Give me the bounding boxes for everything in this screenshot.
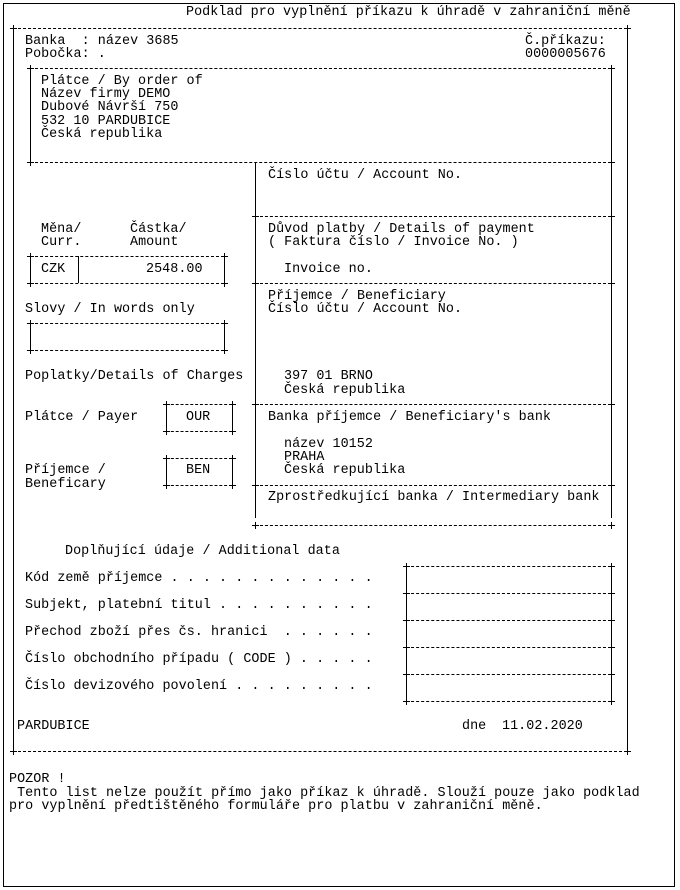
additional-data-heading: Doplňující údaje / Additional data — [65, 544, 340, 559]
corner-plus — [608, 213, 615, 220]
currency-value[interactable]: CZK — [41, 262, 66, 277]
charges-payer-label: Plátce / Payer — [25, 410, 139, 425]
account-box-bottom — [255, 216, 611, 217]
details-box-bottom — [255, 283, 611, 284]
order-number-label: Č.příkazu: — [525, 34, 606, 49]
border-line — [166, 458, 167, 485]
charges-beneficiary-code[interactable]: BEN — [186, 463, 211, 478]
currency-label-en: Curr. — [41, 235, 82, 250]
beneficiary-heading: Příjemce / Beneficiary — [268, 289, 446, 304]
corner-plus — [252, 280, 259, 287]
beneficiary-line: 397 01 BRNO — [284, 369, 373, 384]
amount-box-top — [30, 256, 224, 257]
border-line — [166, 404, 167, 431]
corner-plus — [608, 401, 615, 408]
footer-city: PARDUBICE — [17, 719, 90, 734]
additional-row-label: Číslo obchodního případu ( CODE ) . . . . . — [25, 652, 373, 667]
payment-details-sublabel: ( Faktura číslo / Invoice No. ) — [268, 235, 519, 250]
beneficiary-box-bottom — [255, 404, 611, 405]
charges-payer-code[interactable]: OUR — [186, 410, 211, 425]
border-line — [232, 404, 233, 431]
our-box-bottom — [166, 431, 232, 432]
payer-line: Dubové Návrší 750 — [41, 100, 179, 115]
payment-details-value[interactable]: Invoice no. — [284, 262, 373, 277]
border-line — [406, 566, 407, 701]
additional-row-label: Subjekt, platební titul . . . . . . . . . . — [25, 598, 373, 613]
order-number-value: 0000005676 — [525, 47, 606, 62]
additional-box-line — [406, 647, 611, 648]
corner-plus — [252, 522, 259, 529]
amount-box-bottom — [30, 283, 224, 284]
corner-plus — [608, 280, 615, 287]
payer-line: Název firmy DEMO — [41, 87, 171, 102]
corner-plus — [252, 213, 259, 220]
amount-label-en: Amount — [130, 235, 179, 250]
branch-name: Pobočka: . — [25, 47, 106, 62]
notice-title: POZOR ! — [9, 772, 66, 787]
charges-label: Poplatky/Details of Charges — [25, 369, 244, 384]
corner-plus — [608, 482, 615, 489]
additional-box-line — [406, 701, 611, 702]
our-box-top — [166, 404, 232, 405]
account-number-label: Číslo účtu / Account No. — [268, 168, 463, 183]
intermediary-bank-heading: Zprostředkující banka / Intermediary bank — [268, 490, 600, 505]
ben-box-bottom — [166, 485, 232, 486]
beneficiary-line: Česká republika — [284, 383, 406, 398]
additional-box-line — [406, 593, 611, 594]
corner-plus — [252, 482, 259, 489]
notice-line: Tento list nelze použít přímo jako příkaz k úhradě. Slouží pouze jako podklad — [9, 786, 640, 801]
beneficiary-bank-line: PRAHA — [284, 450, 325, 465]
additional-row-label: Kód země příjemce . . . . . . . . . . . . . — [25, 571, 373, 586]
additional-row-label: Přechod zboží přes čs. hranici . . . . . . — [25, 625, 373, 640]
additional-row-label: Číslo devizového povolení . . . . . . . . . — [25, 679, 373, 694]
border-line — [224, 256, 225, 283]
border-line — [611, 68, 612, 162]
words-box-top — [30, 323, 224, 324]
form-left-border — [13, 28, 14, 751]
form-top-border — [13, 28, 627, 29]
charges-beneficiary-label: Příjemce / — [25, 463, 106, 478]
document-title: Podklad pro vyplnění příkazu k úhradě v zahraniční měně — [186, 5, 631, 20]
additional-box-line — [406, 674, 611, 675]
corner-plus — [252, 401, 259, 408]
additional-box-line — [406, 620, 611, 621]
currency-divider — [78, 256, 79, 283]
payer-line: 532 10 PARDUBICE — [41, 114, 171, 129]
currency-label: Měna/ — [41, 222, 82, 237]
payer-box-bottom — [30, 162, 611, 163]
intermediary-box-bottom — [255, 525, 611, 526]
beneficiary-bank-heading: Banka příjemce / Beneficiary's bank — [268, 410, 551, 425]
payer-box-top — [30, 68, 611, 69]
border-line — [627, 701, 628, 751]
in-words-label: Slovy / In words only — [25, 302, 195, 317]
beneficiary-account-label: Číslo účtu / Account No. — [268, 302, 463, 317]
footer-date: 11.02.2020 — [502, 719, 583, 734]
form-right-border — [627, 28, 628, 751]
amount-value[interactable]: 2548.00 — [146, 262, 203, 277]
payer-line: Česká republika — [41, 127, 163, 142]
border-line — [232, 458, 233, 485]
border-line — [611, 566, 612, 701]
footer-date-label: dne — [462, 719, 487, 734]
amount-label: Částka/ — [130, 222, 187, 237]
notice-line: pro vyplnění předtištěného formuláře pro platbu v zahraniční měně. — [9, 799, 543, 814]
ben-box-top — [166, 458, 232, 459]
payer-heading: Plátce / By order of — [41, 74, 203, 89]
charges-beneficiary-label-en: Beneficary — [25, 477, 106, 492]
bank-box-bottom — [255, 485, 611, 486]
beneficiary-bank-line: Česká republika — [284, 463, 406, 478]
words-box-bottom — [30, 350, 224, 351]
border-line — [30, 323, 31, 350]
beneficiary-bank-line: název 10152 — [284, 437, 373, 452]
border-line — [30, 68, 31, 162]
border-line — [30, 256, 31, 283]
payment-details-label: Důvod platby / Details of payment — [268, 222, 535, 237]
bank-name: Banka : název 3685 — [25, 34, 179, 49]
additional-box-line — [406, 566, 611, 567]
form-bottom-border — [13, 751, 627, 752]
corner-plus — [608, 522, 615, 529]
border-line — [224, 323, 225, 350]
